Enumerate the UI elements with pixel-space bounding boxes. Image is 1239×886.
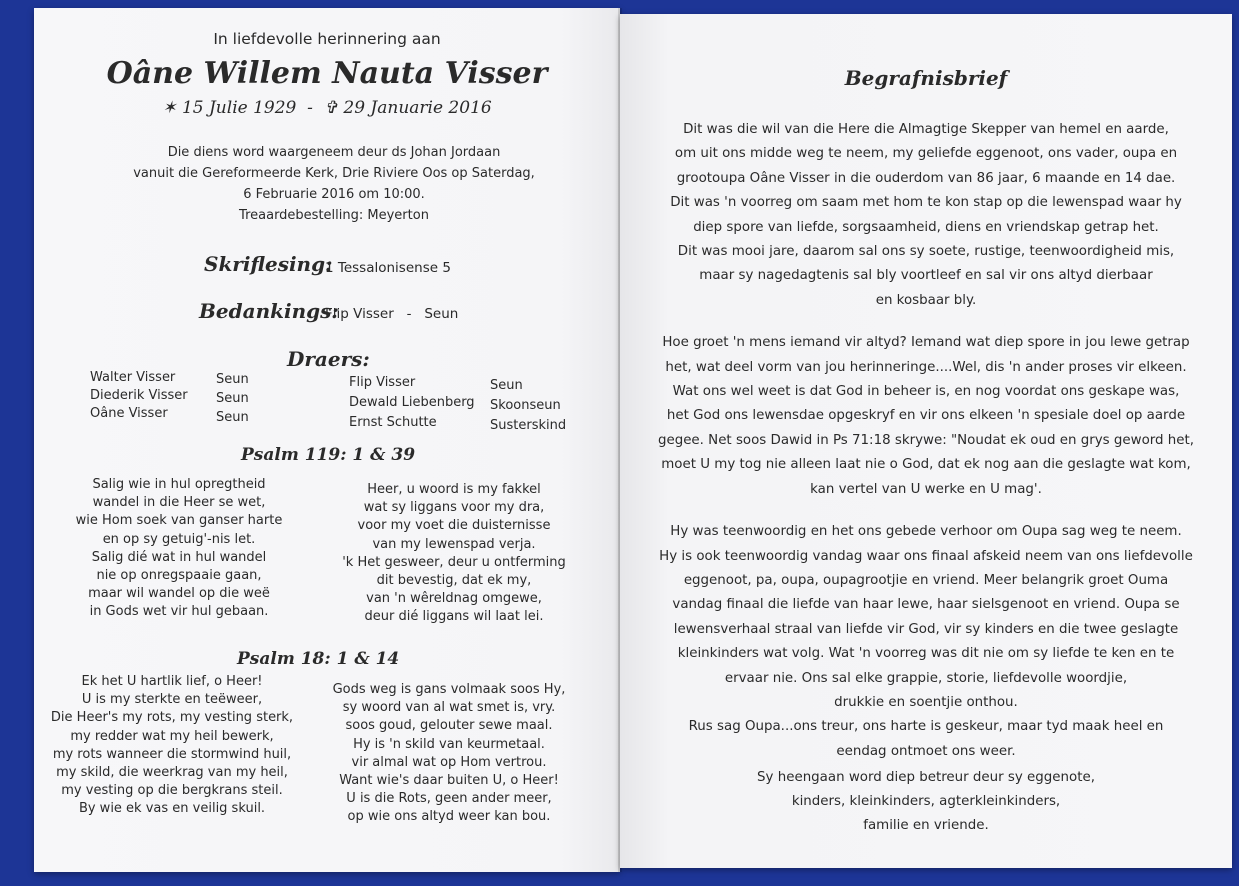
thanks-value: Flip Visser - Seun	[325, 306, 459, 322]
verse-line: dit bevestig, dat ek my,	[376, 573, 532, 589]
scripture-heading: Skriflesing:	[204, 252, 333, 276]
verse-line: U is die Rots, geen ander meer,	[346, 791, 552, 807]
service-line: vanuit die Gereformeerde Kerk, Drie Riviere Oos op Saterdag,	[133, 166, 535, 181]
bearer-name: Flip Visser	[349, 375, 416, 390]
letter-line: moet U my tog nie alleen laat nie o God, dat ek nog aan die geslagte wat kom,	[661, 457, 1191, 473]
verse-line: in Gods wet vir hul gebaan.	[89, 604, 269, 620]
service-line: Die diens word waargeneem deur ds Johan Jordaan	[167, 145, 501, 160]
bearer-name: Oâne Visser	[90, 406, 168, 421]
psalm18-verse1	[42, 673, 302, 819]
bearer-name: Dewald Liebenberg	[349, 395, 475, 410]
letter-title: Begrafnisbrief	[844, 66, 1008, 90]
bearers-left-relations	[216, 370, 249, 428]
letter-line: grootoupa Oâne Visser in die ouderdom van 86 jaar, 6 maande en 14 dae.	[676, 170, 1176, 186]
verse-line: deur dié liggans wil laat lei.	[364, 609, 544, 625]
verse-line: 'k Het gesweer, deur u ontferming	[342, 554, 566, 570]
verse-line: vir almal wat op Hom vertrou.	[351, 754, 547, 770]
letter-line: kleinkinders wat volg. Wat 'n voorreg was dit nie om sy liefde te ken en te	[677, 646, 1175, 662]
letter-line: en kosbaar bly.	[875, 292, 977, 308]
letter-line: drukkie en soentjie onthou.	[834, 694, 1018, 710]
verse-line: Heer, u woord is my fakkel	[367, 482, 541, 497]
service-line: 6 Februarie 2016 om 10:00.	[243, 187, 425, 202]
letter-line: lewensverhaal straal van liefde vir God, vir sy kinders en die twee geslagte	[673, 621, 1179, 637]
letter-line: het, wat deel vorm van jou herinneringe....Wel, dis 'n ander proses vir elkeen.	[665, 359, 1187, 375]
star-icon: ✶	[162, 98, 177, 118]
bearer-relation: Seun	[216, 391, 249, 406]
letter-line: Dit was mooi jare, daarom sal ons sy soete, rustige, teenwoordigheid mis,	[677, 244, 1175, 260]
verse-line: maar wil wandel op die weë	[88, 586, 270, 602]
verse-line: wat sy liggans voor my dra,	[363, 500, 545, 516]
right-page	[620, 14, 1232, 868]
verse-line: my rots wanneer die stormwind huil,	[52, 746, 292, 762]
verse-line: op wie ons altyd weer kan bou.	[347, 809, 551, 825]
intro-line: In liefdevolle herinnering aan	[213, 30, 441, 48]
life-dates	[34, 98, 620, 118]
psalm18-verse2	[324, 681, 574, 827]
thanks-heading: Bedankings:	[199, 299, 339, 323]
scripture-value: 1 Tessalonisense 5	[325, 260, 451, 276]
verse-line: By wie ek vas en veilig skuil.	[78, 801, 266, 817]
verse-line: Salig wie in hul opregtheid	[92, 477, 266, 492]
bearer-relation: Skoonseun	[490, 398, 561, 413]
letter-line: ervaar nie. Ons sal elke grappie, storie, liefdevolle woordjie,	[724, 670, 1128, 686]
letter-line: eggenoot, pa, oupa, oupagrootjie en vriend. Meer belangrik groet Ouma	[683, 572, 1169, 588]
birth-date: 15 Julie 1929	[181, 98, 297, 118]
bearers-right-names	[349, 373, 475, 433]
closing-line: familie en vriende.	[863, 818, 989, 833]
letter-line: vandag finaal die liefde van haar lewe, haar sielsgenoot en vriend. Oupa se	[672, 597, 1180, 613]
letter-line: diep spore van liefde, sorgsaamheid, diens en vriendskap getrap het.	[693, 219, 1159, 235]
bearers-heading: Draers:	[287, 347, 370, 371]
letter-line: Dit was die wil van die Here die Almagtige Skepper van hemel en aarde,	[683, 122, 1169, 137]
verse-line: Ek het U hartlik lief, o Heer!	[81, 674, 263, 689]
bearer-name: Diederik Visser	[90, 388, 188, 403]
bearer-relation: Seun	[490, 378, 523, 393]
verse-line: Gods weg is gans volmaak soos Hy,	[332, 682, 566, 697]
verse-line: my skild, die weerkrag van my heil,	[56, 765, 288, 781]
closing-line: kinders, kleinkinders, agterkleinkinders,	[791, 794, 1061, 809]
letter-line: Dit was 'n voorreg om saam met hom te kon stap op die lewenspad waar hy	[670, 195, 1182, 211]
letter-line: Rus sag Oupa...ons treur, ons harte is geskeur, maar tyd maak heel en	[688, 719, 1164, 735]
letter-line: het God ons lewensdae opgeskryf en vir ons elkeen 'n spesiale doel op aarde	[666, 408, 1186, 424]
death-date: 29 Januarie 2016	[343, 98, 492, 118]
verse-line: voor my voet die duisternisse	[357, 518, 551, 534]
bearers-right-relations	[490, 376, 566, 436]
verse-line: van 'n wêreldnag omgewe,	[366, 591, 542, 607]
letter-body	[640, 112, 1212, 770]
psalm18-heading: Psalm 18: 1 & 14	[237, 649, 400, 669]
bearer-name: Walter Visser	[90, 370, 176, 385]
psalm119-verse2	[339, 481, 569, 627]
letter-line: Hoe groet 'n mens iemand vir altyd? Iemand wat diep spore in jou lewe getrap	[662, 335, 1190, 351]
letter-line: eendag ontmoet ons weer.	[836, 743, 1016, 759]
date-separator: -	[307, 98, 313, 118]
verse-line: soos goud, gelouter sewe maal.	[345, 718, 553, 734]
letter-line: Hy was teenwoordig en het ons gebede verhoor om Oupa sag weg te neem.	[670, 524, 1182, 540]
bearers-left-names	[90, 368, 188, 424]
letter-line: Hy is ook teenwoordig vandag waar ons finaal afskeid neem van ons liefdevolle	[659, 548, 1193, 564]
letter-line: kan vertel van U werke en U mag'.	[810, 481, 1042, 497]
letter-line: Wat ons wel weet is dat God in beheer is, en nog voordat ons geskape was,	[672, 384, 1180, 400]
letter-line: maar sy nagedagtenis sal bly voortleef en sal vir ons altyd dierbaar	[699, 268, 1153, 284]
service-details	[94, 142, 574, 226]
deceased-name: Oâne Willem Nauta Visser	[106, 56, 548, 91]
bearer-name: Ernst Schutte	[349, 415, 437, 430]
verse-line: nie op onregspaaie gaan,	[96, 568, 262, 584]
psalm119-verse1	[64, 476, 294, 622]
bearer-relation: Seun	[216, 372, 249, 387]
psalm119-heading: Psalm 119: 1 & 39	[241, 445, 416, 465]
bearer-relation: Susterskind	[490, 418, 567, 433]
verse-line: sy woord van al wat smet is, vry.	[342, 700, 556, 716]
verse-line: en op sy getuig'-nis let.	[102, 531, 256, 547]
bearer-relation: Seun	[216, 410, 249, 425]
verse-line: my vesting op die bergkrans steil.	[61, 783, 283, 799]
verse-line: Die Heer's my rots, my vesting sterk,	[50, 710, 294, 726]
verse-line: wandel in die Heer se wet,	[92, 495, 266, 511]
letter-closing	[640, 766, 1212, 838]
cross-icon: ✞	[323, 98, 338, 118]
letter-line: gegee. Net soos Dawid in Ps 71:18 skrywe: "Noudat ek oud en grys geword het,	[657, 432, 1195, 448]
left-page	[34, 8, 620, 872]
letter-line: om uit ons midde weg te neem, my geliefde eggenoot, ons vader, oupa en	[674, 146, 1178, 162]
closing-line: Sy heengaan word diep betreur deur sy eggenote,	[757, 770, 1095, 785]
verse-line: wie Hom soek van ganser harte	[75, 513, 283, 529]
verse-line: Salig dié wat in hul wandel	[91, 549, 267, 565]
verse-line: U is my sterkte en teëweer,	[81, 692, 263, 708]
verse-line: Want wie's daar buiten U, o Heer!	[339, 773, 559, 789]
verse-line: Hy is 'n skild van keurmetaal.	[353, 736, 545, 752]
verse-line: van my lewenspad verja.	[372, 536, 536, 552]
verse-line: my redder wat my heil bewerk,	[70, 728, 274, 744]
service-line: Treaardebestelling: Meyerton	[239, 208, 429, 223]
